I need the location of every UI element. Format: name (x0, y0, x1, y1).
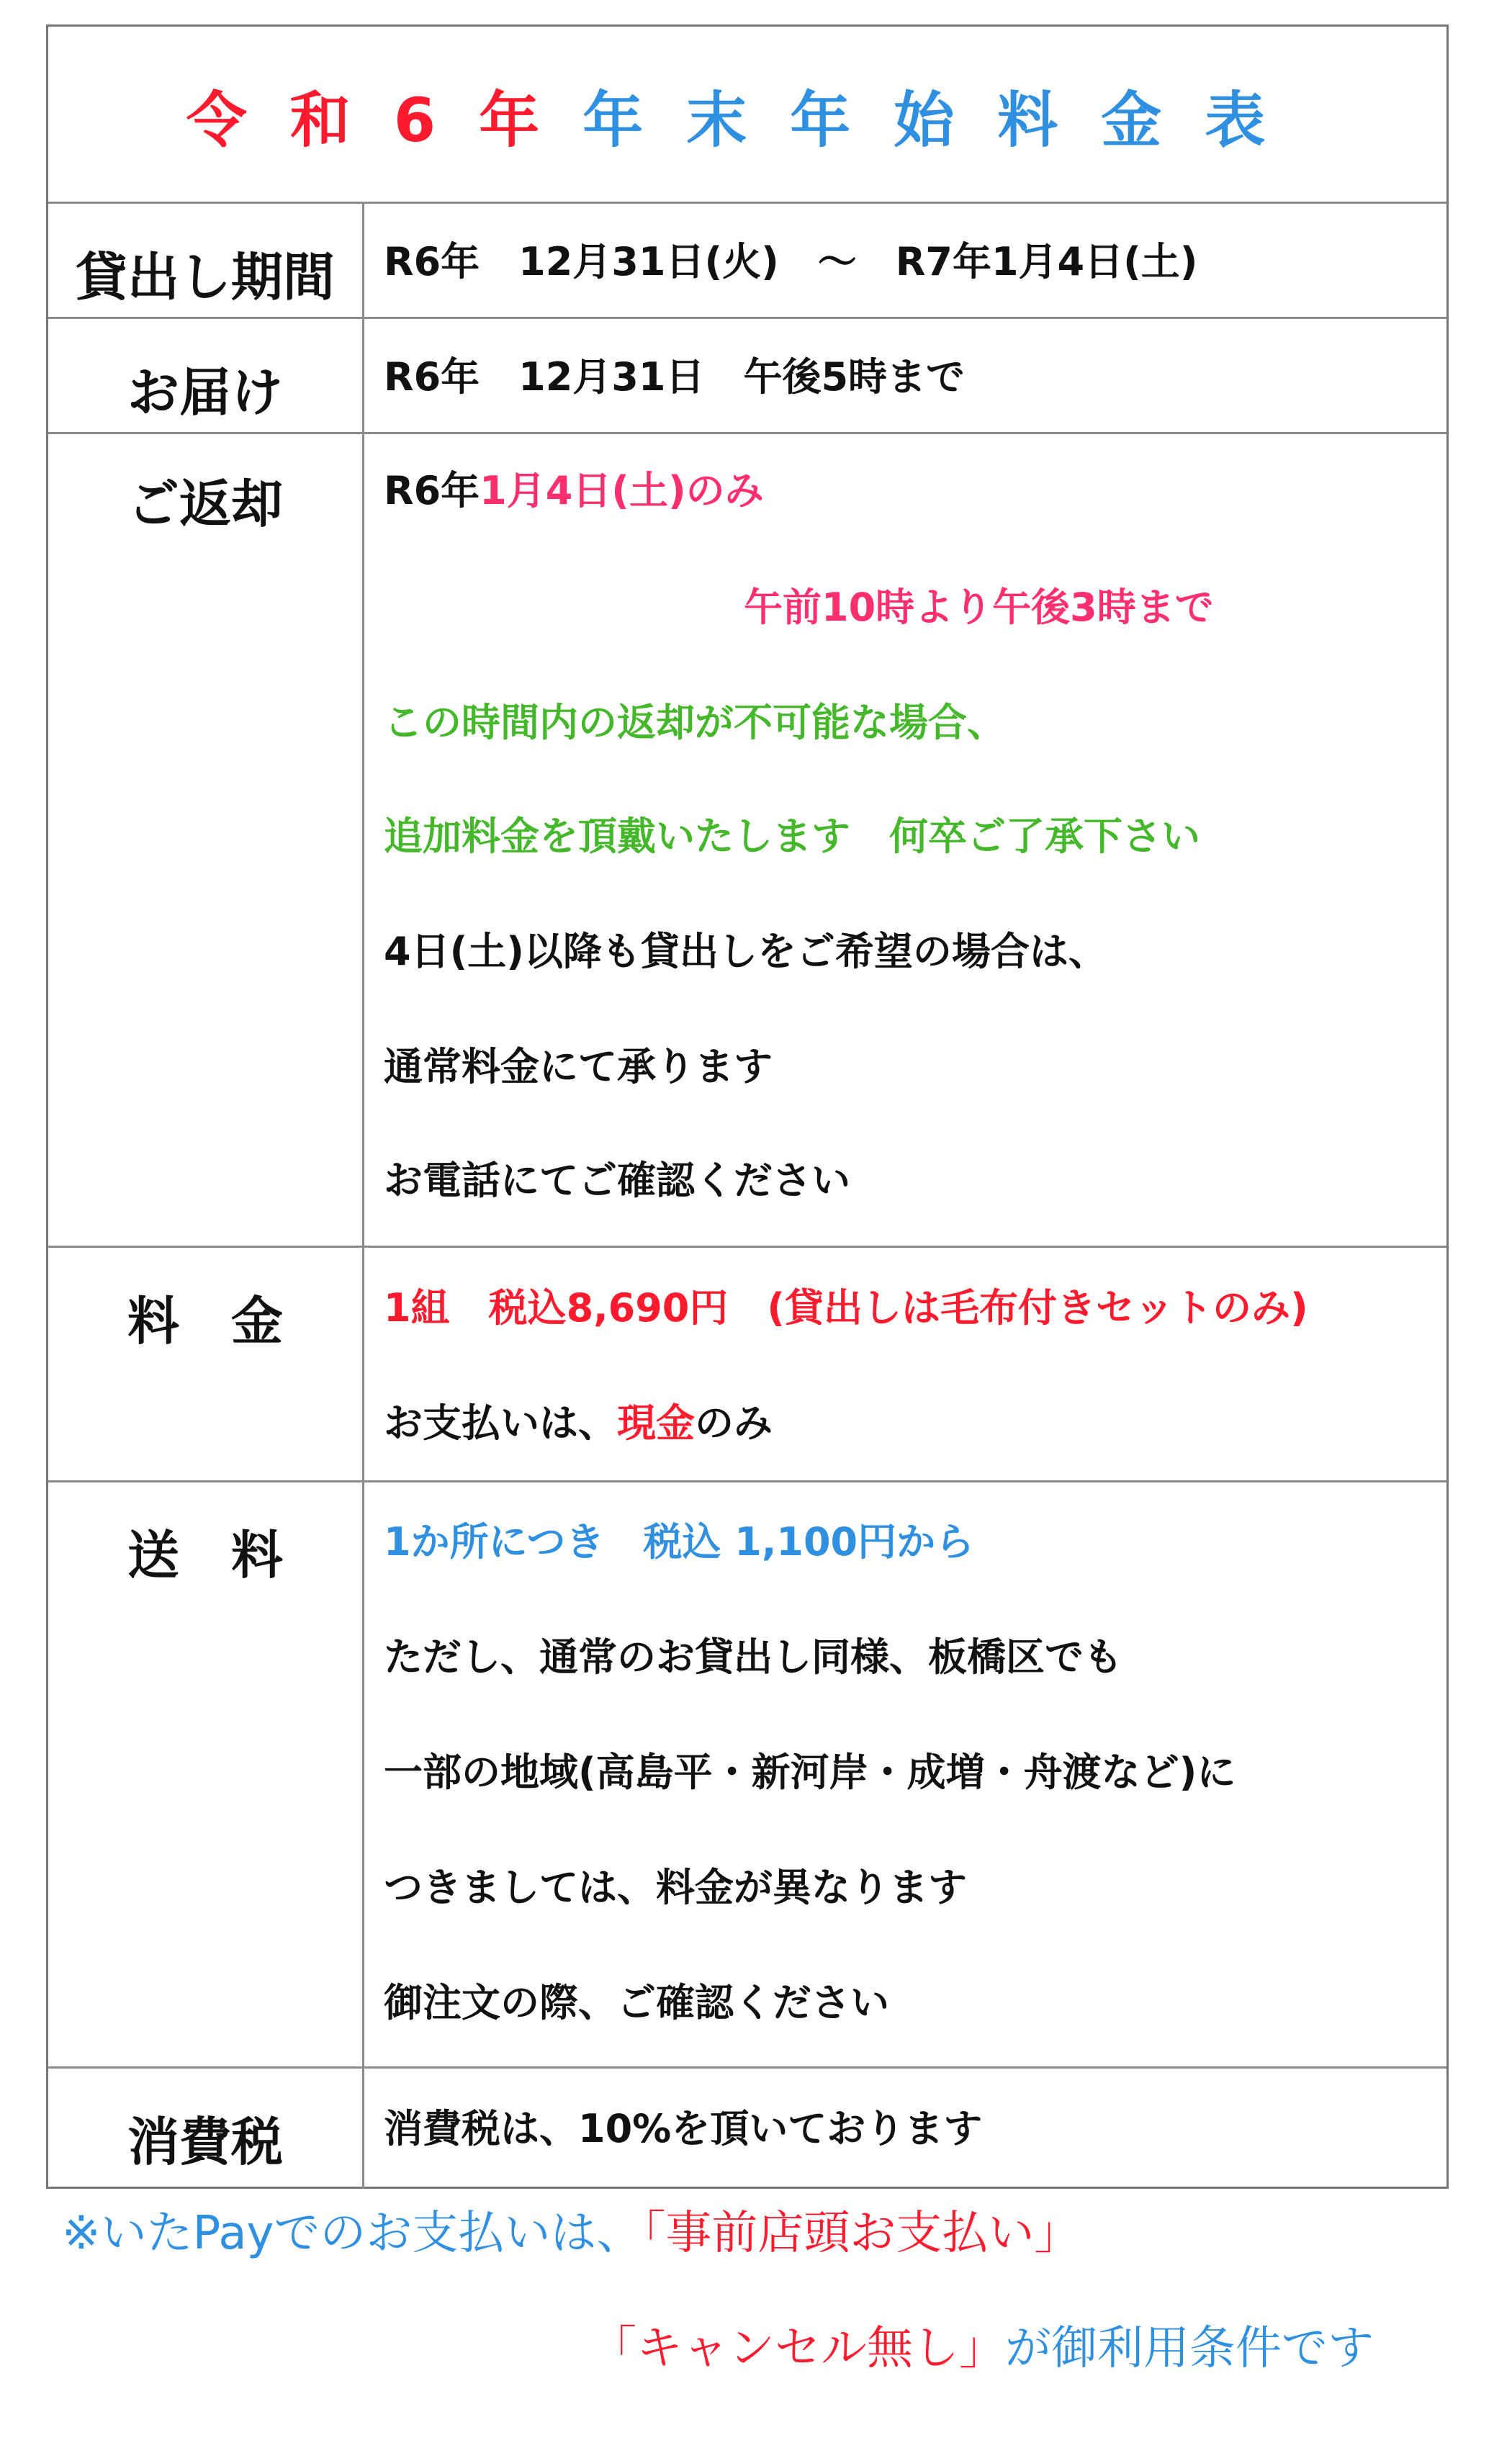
delivery-text: R6年 12月31日 午後5時まで (384, 354, 966, 400)
divider (48, 1246, 1446, 1248)
return-note-4: 通常料金にて承ります (384, 1044, 773, 1089)
return-hours: 午前10時より午後3時まで (744, 585, 1214, 630)
shipping-note-2: 一部の地域(高島平・新河岸・成増・舟渡など)に (384, 1750, 1236, 1795)
price-table (46, 24, 1449, 2189)
title-era: 令和6年 (186, 84, 583, 156)
footer-line-1 (62, 2205, 1080, 2262)
fee-payment-prefix: お支払いは、 (384, 1400, 617, 1446)
shipping-note-4: 御注文の際、ご確認ください (384, 1980, 889, 2025)
footer-advance-payment: 「事前店頭お支払い」 (642, 2207, 1081, 2260)
title-main: 年末年始料金表 (582, 84, 1309, 156)
return-note-3: 4日(土)以降も貸出しをご希望の場合は、 (384, 929, 1107, 974)
return-date-line (384, 466, 764, 516)
return-year: R6年 (384, 468, 480, 513)
divider (48, 432, 1446, 434)
column-divider (362, 204, 364, 2189)
tax-label: 消費税 (127, 2112, 283, 2172)
table-title (48, 27, 1446, 204)
period-label: 貸出し期間 (75, 247, 335, 307)
fee-price: 1組 税込8,690円 (貸出しは毛布付きセットのみ) (384, 1285, 1308, 1331)
fee-payment-suffix: のみ (695, 1400, 773, 1446)
footer-no-cancel: 「キャンセル無し」 (590, 2322, 1005, 2375)
return-date: 1月4日(土)のみ (480, 468, 764, 513)
return-note-5: お電話にてご確認ください (384, 1158, 850, 1203)
divider (48, 317, 1446, 319)
return-note-2: 追加料金を頂戴いたします 何卒ご了承下さい (384, 814, 1200, 859)
period-text: R6年 12月31日(火) ～ R7年1月4日(土) (384, 239, 1198, 284)
return-note-1: この時間内の返却が不可能な場合、 (384, 700, 1006, 745)
fee-payment-cash: 現金 (617, 1400, 695, 1446)
footer-payment-note: ※いたPayでのお支払いは、 (62, 2207, 643, 2260)
tax-text: 消費税は、10%を頂いております (384, 2106, 983, 2151)
divider (48, 202, 1446, 204)
shipping-note-1: ただし、通常のお貸出し同様、板橋区でも (384, 1634, 1122, 1680)
footer-line-2 (590, 2320, 1374, 2377)
shipping-note-3: つきましては、料金が異なります (384, 1865, 967, 1910)
shipping-label: 送 料 (127, 1525, 283, 1585)
return-label: ご返却 (127, 474, 283, 534)
delivery-label: お届け (127, 362, 283, 423)
divider (48, 1480, 1446, 1482)
footer-conditions: が御利用条件です (1005, 2322, 1374, 2375)
shipping-price: 1か所につき 税込 1,100円から (384, 1519, 975, 1565)
divider (48, 2066, 1446, 2069)
fee-payment (384, 1398, 773, 1449)
fee-label: 料 金 (127, 1291, 283, 1351)
